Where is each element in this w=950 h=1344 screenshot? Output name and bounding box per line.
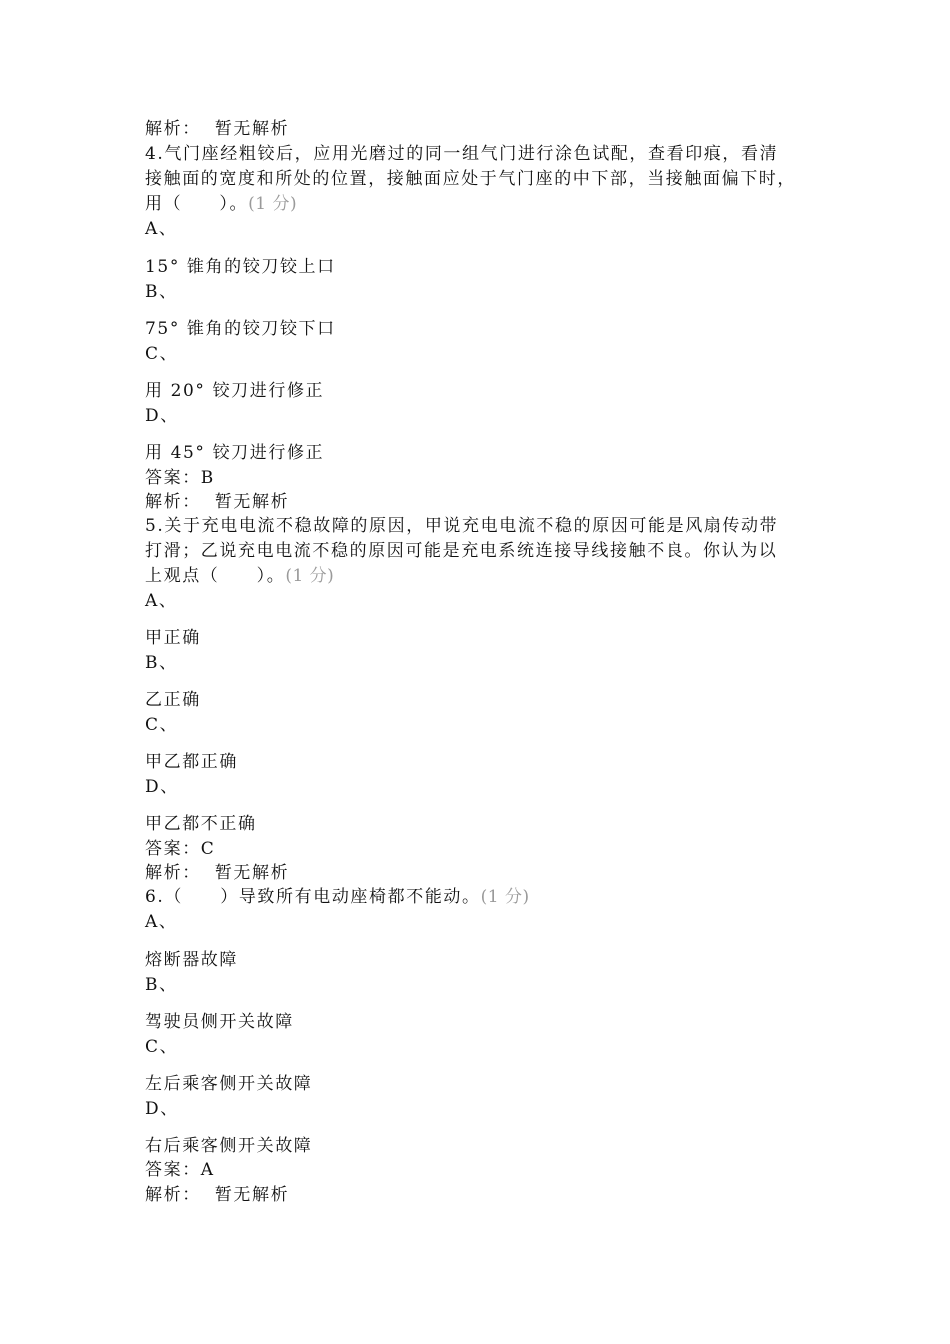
- question-stem-line: [145, 565, 334, 587]
- analysis-label: 解析：: [145, 1185, 201, 1205]
- option-a-text: 熔断器故障: [145, 950, 238, 970]
- analysis-line: [145, 491, 289, 513]
- analysis-line: [145, 862, 289, 884]
- question-stem-line: 打滑；乙说充电电流不稳的原因可能是充电系统连接导线接触不良。你认为以: [145, 541, 778, 561]
- question-score: (1 分): [285, 566, 335, 586]
- question-score: (1 分): [480, 887, 530, 907]
- option-c-text: 左后乘客侧开关故障: [145, 1074, 313, 1094]
- question-stem-line: 接触面的宽度和所处的位置，接触面应处于气门座的中下部，当接触面偏下时，: [145, 169, 796, 189]
- option-a-label: A、: [145, 219, 178, 239]
- analysis-label: 解析：: [145, 492, 201, 512]
- option-d-text: 甲乙都不正确: [145, 814, 257, 834]
- option-a-label: A、: [145, 591, 178, 611]
- option-c-text: 甲乙都正确: [145, 752, 238, 772]
- analysis-line: [145, 118, 289, 140]
- question-score: (1 分): [248, 194, 298, 214]
- option-a-text: 甲正确: [145, 628, 201, 648]
- analysis-text: 暂无解析: [214, 863, 290, 883]
- option-a-text: 15° 锥角的铰刀铰上口: [145, 257, 336, 277]
- answer-line: 答案：B: [145, 468, 215, 488]
- option-b-label: B、: [145, 653, 178, 673]
- question-stem-line: 5.关于充电电流不稳故障的原因，甲说充电电流不稳的原因可能是风扇传动带: [145, 516, 779, 536]
- analysis-text: 暂无解析: [214, 492, 290, 512]
- option-c-label: C、: [145, 1037, 179, 1057]
- analysis-label: 解析：: [145, 863, 201, 883]
- option-b-text: 乙正确: [145, 690, 201, 710]
- option-d-label: D、: [145, 1099, 179, 1119]
- analysis-label: 解析：: [145, 119, 201, 139]
- answer-line: 答案：A: [145, 1160, 215, 1180]
- option-d-text: 用 45° 铰刀进行修正: [145, 443, 325, 463]
- answer-line: 答案：C: [145, 839, 216, 859]
- option-b-text: 驾驶员侧开关故障: [145, 1012, 294, 1032]
- question-stem-text: 用（ ）。: [145, 194, 249, 214]
- question-stem-text: 6.（ ）导致所有电动座椅都不能动。: [145, 887, 481, 907]
- option-b-text: 75° 锥角的铰刀铰下口: [145, 319, 336, 339]
- option-d-label: D、: [145, 406, 179, 426]
- question-stem-line: [145, 886, 530, 908]
- option-c-text: 用 20° 铰刀进行修正: [145, 381, 325, 401]
- analysis-text: 暂无解析: [214, 119, 290, 139]
- question-stem-line: 4.气门座经粗铰后，应用光磨过的同一组气门进行涂色试配，查看印痕，看清: [145, 144, 779, 164]
- option-d-label: D、: [145, 777, 179, 797]
- analysis-line: [145, 1184, 289, 1206]
- question-stem-line: [145, 193, 297, 215]
- analysis-text: 暂无解析: [214, 1185, 290, 1205]
- option-a-label: A、: [145, 912, 178, 932]
- option-b-label: B、: [145, 282, 178, 302]
- question-stem-text: 上观点（ ）。: [145, 566, 286, 586]
- option-c-label: C、: [145, 344, 179, 364]
- option-d-text: 右后乘客侧开关故障: [145, 1136, 313, 1156]
- option-c-label: C、: [145, 715, 179, 735]
- option-b-label: B、: [145, 975, 178, 995]
